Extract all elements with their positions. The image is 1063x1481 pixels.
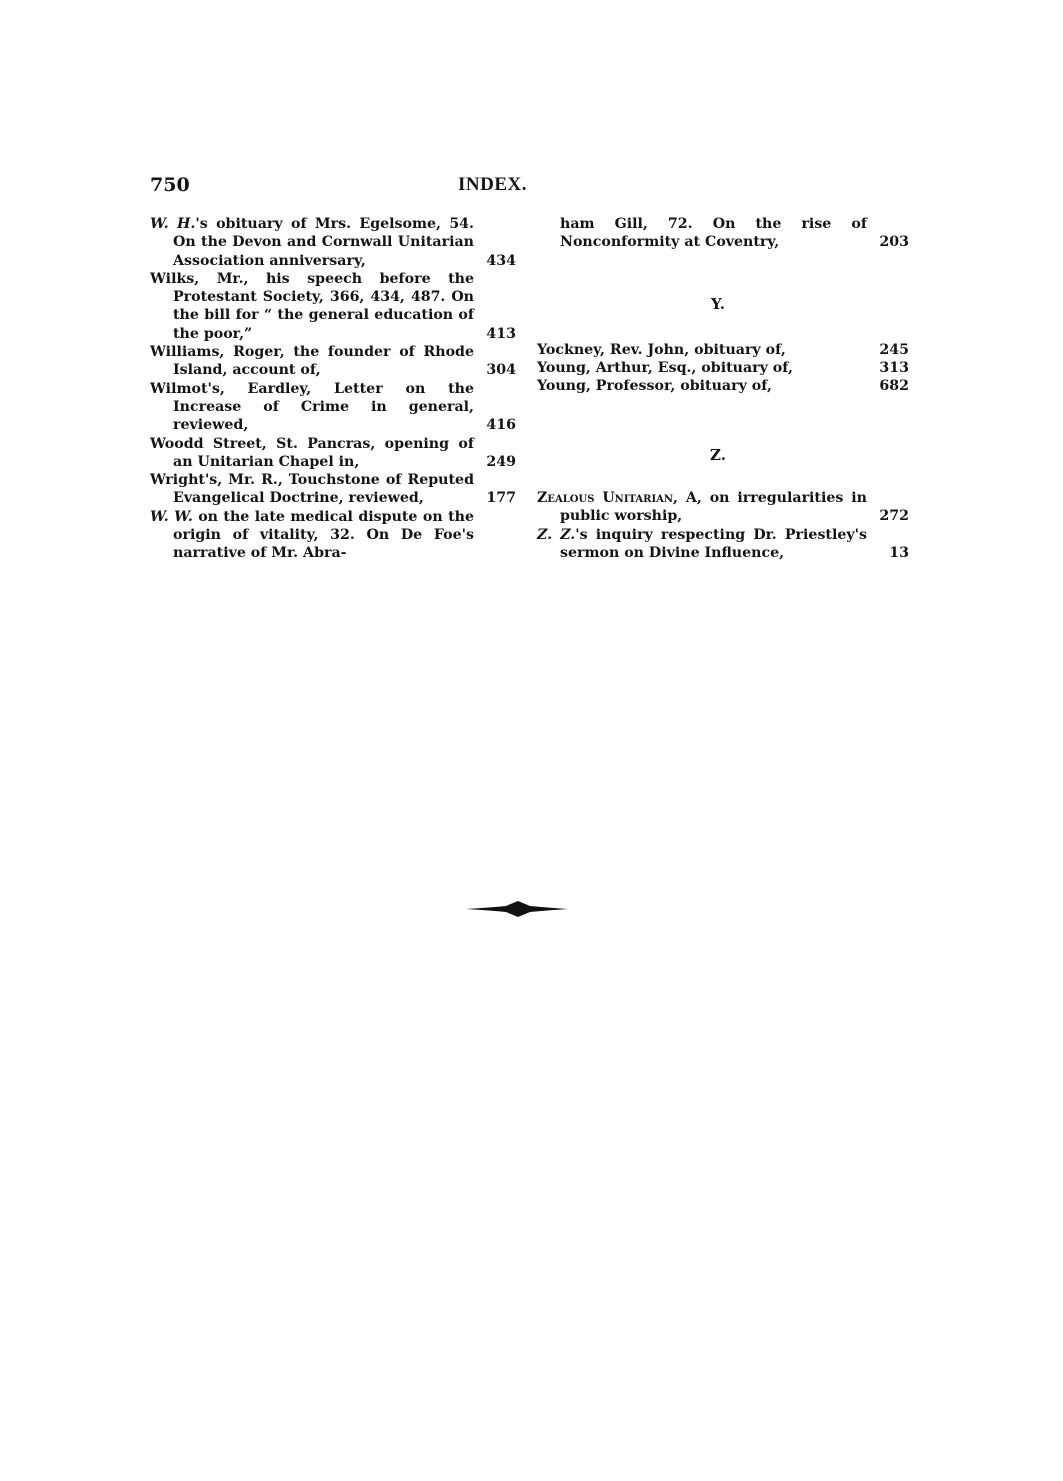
entry-text: Wilks, Mr., his speech before the Protestant Society, 366, 434, 487. On the bill for “ the general education of the poor,”: [150, 270, 474, 342]
entry-text: ham Gill, 72. On the rise of Nonconformity at Coventry,: [560, 216, 867, 251]
index-entry: [537, 341, 909, 359]
entry-text: Wilmot's, Eardley, Letter on the Increase of Crime in general, reviewed,: [150, 380, 474, 434]
entry-page: 245: [879, 341, 909, 358]
entry-lead: Zealous Unitarian: [537, 490, 674, 507]
index-entry: [537, 526, 909, 563]
entry-text: on the late medical dispute on the origin of vitality, 32. On De Foe's narrative of Mr. Abra-: [173, 508, 475, 562]
entry-text: , A, on irregularities in public worship,: [560, 490, 867, 525]
index-column-left: [150, 215, 516, 563]
index-entry: [537, 489, 909, 526]
entry-lead: Z. Z.: [537, 526, 576, 543]
entry-text: Young, Arthur, Esq., obituary of,: [537, 360, 793, 377]
entry-page: 203: [879, 234, 909, 251]
entry-page: 434: [486, 252, 516, 269]
entry-page: 272: [879, 508, 909, 525]
entry-text: Woodd Street, St. Pancras, opening of an Unitarian Chapel in,: [150, 435, 474, 470]
entry-text: 's inquiry respecting Dr. Priestley's sermon on Divine Influence,: [560, 526, 867, 561]
index-entry: [150, 343, 516, 380]
index-entry: [150, 270, 516, 343]
entry-page: 413: [486, 325, 516, 342]
entry-page: 682: [879, 378, 909, 395]
entry-page: 249: [486, 453, 516, 470]
section-letter-y: Y.: [711, 294, 725, 313]
index-entry: [537, 359, 909, 377]
entry-page: 416: [486, 417, 516, 434]
entry-text: Young, Professor, obituary of,: [537, 378, 772, 395]
entry-text: Wright's, Mr. R., Touchstone of Reputed Evangelical Doctrine, reviewed,: [150, 472, 474, 507]
entry-lead: W. W.: [150, 508, 193, 525]
entry-page: 13: [889, 544, 909, 561]
index-entry: [150, 215, 516, 270]
page-number: 750: [150, 174, 190, 196]
index-entry-continuation: [537, 215, 909, 252]
entry-page: 304: [486, 362, 516, 379]
index-entry: [150, 380, 516, 435]
page-title: INDEX.: [458, 174, 527, 195]
section-letter-z: Z.: [710, 445, 726, 464]
entry-page: 313: [879, 360, 909, 377]
index-column-right: [537, 215, 909, 562]
entry-lead: W. H.: [150, 216, 196, 232]
entry-text: Williams, Roger, the founder of Rhode Island, account of,: [150, 344, 474, 379]
entry-text: 's obituary of Mrs. Egelsome, 54. On the Devon and Cornwall Unitarian Association anniversary,: [173, 216, 474, 269]
diamond-rule-ornament-icon: [466, 897, 568, 921]
index-entry: [150, 508, 516, 563]
index-entry: [150, 435, 516, 472]
index-entry: [150, 471, 516, 508]
index-entry: [537, 377, 909, 395]
entry-page: 177: [486, 490, 516, 507]
entry-text: Yockney, Rev. John, obituary of,: [537, 341, 786, 358]
